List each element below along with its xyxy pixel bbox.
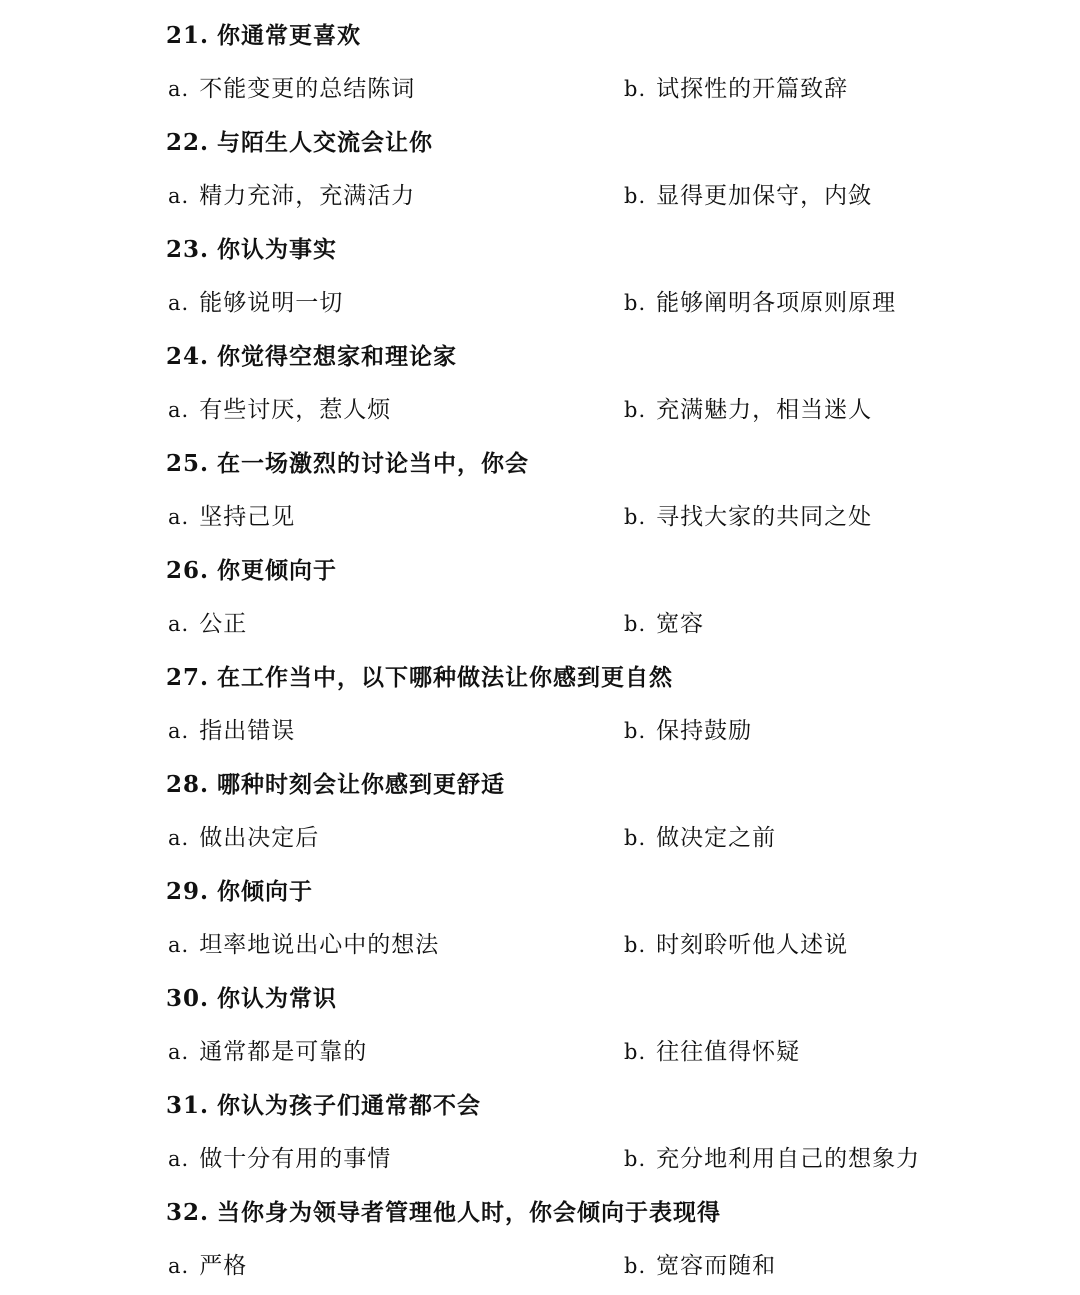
question-29 <box>166 856 1046 963</box>
option-letter: a. <box>168 719 190 743</box>
option-a <box>168 819 319 852</box>
option-a <box>168 926 439 959</box>
question-number: 29. <box>166 878 210 905</box>
option-text: 做决定之前 <box>656 825 777 851</box>
question-text: 你认为孩子们通常都不会 <box>217 1093 482 1119</box>
option-b <box>624 926 848 959</box>
question-26 <box>166 535 1046 642</box>
option-b <box>624 605 704 638</box>
question-number: 30. <box>166 985 210 1012</box>
question-number: 24. <box>166 343 210 370</box>
option-letter: a. <box>168 398 190 422</box>
option-text: 能够阐明各项原则原理 <box>656 290 897 316</box>
question-text: 你通常更喜欢 <box>217 23 362 49</box>
option-letter: b. <box>624 184 647 208</box>
option-a <box>168 712 295 745</box>
question-number: 32. <box>166 1199 210 1226</box>
option-a <box>168 1033 367 1066</box>
question-23 <box>166 214 1046 321</box>
option-letter: b. <box>624 1254 647 1278</box>
option-letter: a. <box>168 1147 190 1171</box>
question-title <box>166 1194 721 1227</box>
option-b <box>624 391 872 424</box>
option-letter: a. <box>168 933 190 957</box>
option-text: 能够说明一切 <box>199 290 344 316</box>
option-b <box>624 1140 920 1173</box>
question-title <box>166 338 457 371</box>
option-letter: b. <box>624 77 647 101</box>
question-text: 在一场激烈的讨论当中，你会 <box>217 451 530 477</box>
question-24 <box>166 321 1046 428</box>
option-letter: b. <box>624 291 647 315</box>
question-text: 你认为常识 <box>217 986 338 1012</box>
option-text: 充分地利用自己的想象力 <box>656 1146 921 1172</box>
option-a <box>168 1140 391 1173</box>
question-27 <box>166 642 1046 749</box>
question-text: 你觉得空想家和理论家 <box>217 344 458 370</box>
option-letter: a. <box>168 505 190 529</box>
option-letter: b. <box>624 398 647 422</box>
option-text: 寻找大家的共同之处 <box>656 504 873 530</box>
option-text: 指出错误 <box>199 718 296 744</box>
option-b <box>624 177 872 210</box>
option-text: 精力充沛，充满活力 <box>199 183 416 209</box>
question-title <box>166 980 337 1013</box>
question-32 <box>166 1177 1046 1284</box>
question-number: 25. <box>166 450 210 477</box>
option-a <box>168 284 343 317</box>
option-letter: a. <box>168 826 190 850</box>
question-text: 你倾向于 <box>217 879 314 905</box>
option-letter: b. <box>624 505 647 529</box>
question-number: 23. <box>166 236 210 263</box>
option-text: 时刻聆听他人述说 <box>656 932 849 958</box>
option-letter: b. <box>624 933 647 957</box>
question-number: 22. <box>166 129 210 156</box>
option-text: 保持鼓励 <box>656 718 753 744</box>
option-text: 做出决定后 <box>199 825 320 851</box>
question-title <box>166 1087 481 1120</box>
question-title <box>166 17 361 50</box>
question-text: 你更倾向于 <box>217 558 338 584</box>
option-letter: a. <box>168 184 190 208</box>
question-text: 你认为事实 <box>217 237 338 263</box>
option-a <box>168 1247 247 1280</box>
question-title <box>166 659 673 692</box>
option-text: 公正 <box>199 611 248 637</box>
question-21 <box>166 0 1046 107</box>
option-a <box>168 70 415 103</box>
option-letter: b. <box>624 826 647 850</box>
option-b <box>624 498 872 531</box>
option-text: 不能变更的总结陈词 <box>199 76 416 102</box>
option-b <box>624 1247 776 1280</box>
option-text: 有些讨厌，惹人烦 <box>199 397 392 423</box>
option-b <box>624 712 752 745</box>
option-b <box>624 70 848 103</box>
question-title <box>166 231 337 264</box>
question-text: 当你身为领导者管理他人时，你会倾向于表现得 <box>217 1200 722 1226</box>
option-letter: a. <box>168 1040 190 1064</box>
option-a <box>168 605 247 638</box>
question-22 <box>166 107 1046 214</box>
option-b <box>624 284 896 317</box>
option-a <box>168 391 391 424</box>
option-letter: b. <box>624 1040 647 1064</box>
option-letter: a. <box>168 77 190 101</box>
question-30 <box>166 963 1046 1070</box>
option-text: 宽容 <box>656 611 705 637</box>
option-text: 通常都是可靠的 <box>199 1039 368 1065</box>
question-number: 27. <box>166 664 210 691</box>
question-number: 21. <box>166 22 210 49</box>
option-a <box>168 498 295 531</box>
option-b <box>624 1033 800 1066</box>
option-letter: b. <box>624 612 647 636</box>
option-letter: a. <box>168 291 190 315</box>
question-text: 哪种时刻会让你感到更舒适 <box>217 772 506 798</box>
question-28 <box>166 749 1046 856</box>
option-text: 做十分有用的事情 <box>199 1146 392 1172</box>
option-text: 试探性的开篇致辞 <box>656 76 849 102</box>
question-title <box>166 552 337 585</box>
question-title <box>166 873 313 906</box>
option-text: 坦率地说出心中的想法 <box>199 932 440 958</box>
question-25 <box>166 428 1046 535</box>
option-text: 坚持己见 <box>199 504 296 530</box>
question-text: 与陌生人交流会让你 <box>217 130 434 156</box>
option-letter: b. <box>624 719 647 743</box>
question-title <box>166 445 529 478</box>
option-letter: a. <box>168 612 190 636</box>
option-a <box>168 177 415 210</box>
option-text: 严格 <box>199 1253 248 1279</box>
option-letter: a. <box>168 1254 190 1278</box>
option-text: 显得更加保守，内敛 <box>656 183 873 209</box>
question-number: 31. <box>166 1092 210 1119</box>
option-text: 往往值得怀疑 <box>656 1039 801 1065</box>
question-number: 26. <box>166 557 210 584</box>
question-text: 在工作当中，以下哪种做法让你感到更自然 <box>217 665 674 691</box>
option-text: 充满魅力，相当迷人 <box>656 397 873 423</box>
option-letter: b. <box>624 1147 647 1171</box>
option-b <box>624 819 776 852</box>
question-title <box>166 766 505 799</box>
option-text: 宽容而随和 <box>656 1253 777 1279</box>
question-title <box>166 124 433 157</box>
question-31 <box>166 1070 1046 1177</box>
question-number: 28. <box>166 771 210 798</box>
